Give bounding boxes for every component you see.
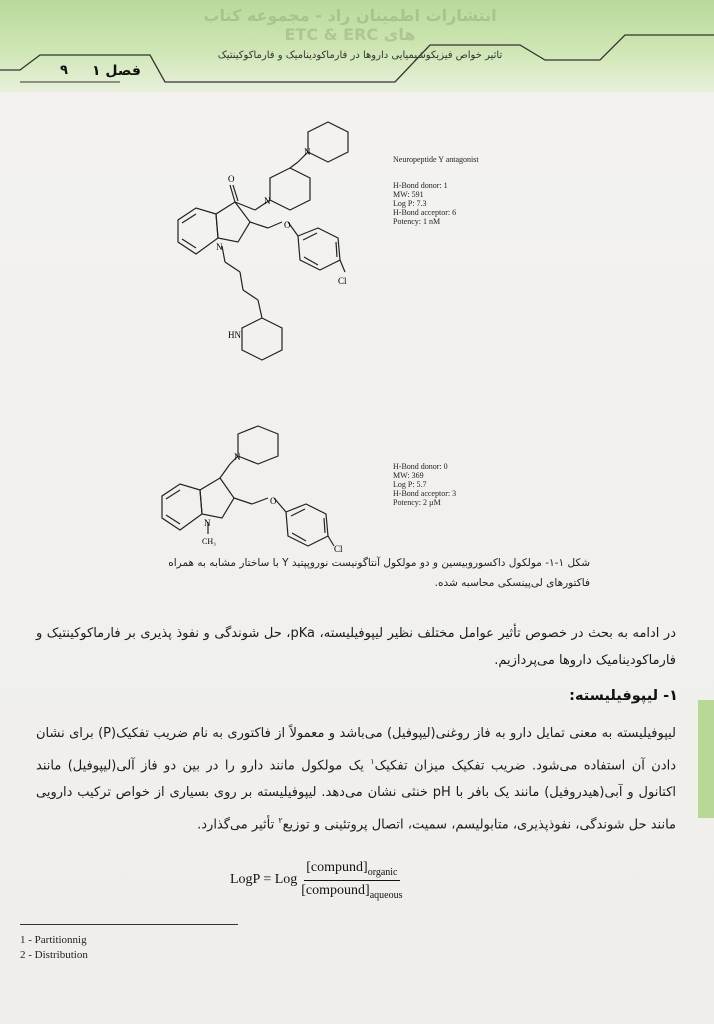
formula-numerator [304, 860, 399, 881]
m2-atom-o: O [270, 496, 277, 506]
m1-mw: MW: 591 [393, 190, 424, 199]
footnote-rule [20, 924, 238, 925]
m2-atom-cl: Cl [334, 544, 343, 554]
m1-atom-n2: N [264, 196, 271, 206]
molecule1-structure [150, 110, 390, 370]
numerator-sub: organic [367, 866, 398, 878]
header-subtitle: تاثیر خواص فیزیکوشیمیایی داروها در فارماکودینامیک و فارماکوکینتیک [217, 50, 503, 61]
caption-line2: فاکتورهای لی‌پینسکی محاسبه شده. [434, 577, 590, 589]
header-watermark: انتشارات اطمینان راد - مجموعه کتاب های ETC & ERC [203, 6, 497, 44]
numerator-text: [compund] [306, 859, 368, 875]
footnote-2: 2 - Distribution [20, 949, 88, 961]
m2-atom-n1: N [234, 452, 241, 462]
formula-fraction [301, 860, 402, 901]
m2-hba: H-Bond acceptor: 3 [393, 489, 457, 498]
denominator-text: [compound] [301, 882, 370, 898]
molecule1-properties [393, 181, 456, 226]
molecule2-properties [393, 462, 456, 507]
m1-potency: Potency: 1 nM [393, 217, 441, 226]
m2-atom-n2: N [204, 518, 211, 528]
m1-hba: H-Bond acceptor: 6 [393, 208, 457, 217]
section-heading: ۱- لیپوفیلیسته: [569, 688, 678, 704]
m1-atom-o1: O [228, 174, 235, 184]
footnote-1: 1 - Partitionnig [20, 934, 87, 946]
figure-caption [120, 553, 590, 593]
page-header [0, 0, 714, 92]
section-body-part3: تأثیر می‌گذارد. [197, 817, 279, 833]
m1-atom-o2: O [284, 220, 291, 230]
section-body-part2: یک مولکول مانند دارو را در بین دو فاز آلی(لیپوفیل) مانند اکتانول و آبی(هیدروفیل) مانند یک بافر با pH خنثی نشان می‌دهد. لیپوفیلیسته بر روی بسیاری از خواص ترکیب دارویی مانند حل شوندگی، نفوذپذیری، متابولیسم، سمیت، اتصال پروتئینی و توزیع [36, 757, 676, 833]
page-number: ۹ [60, 63, 68, 78]
m1-atom-cl: Cl [338, 276, 347, 286]
m1-atom-n1: N [304, 147, 311, 157]
m2-atom-ch3: CH₃ [202, 537, 216, 546]
intro-paragraph: در ادامه به بحث در خصوص تأثیر عوامل مختلف نظیر لیپوفیلیسته، pKa، حل شوندگی و نفوذ پذیری بر فارماکوکینتیک و فارماکودینامیک داروها می‌پردازیم. [36, 626, 676, 668]
molecule1-name: Neuropeptide Y antagonist [393, 155, 479, 164]
m1-atom-n3: N [216, 242, 223, 252]
m2-logp: Log P: 5.7 [393, 480, 427, 489]
footnote-ref-1: ۱ [370, 756, 375, 766]
logp-formula [230, 855, 402, 905]
m1-hbd: H-Bond donor: 1 [393, 181, 448, 190]
m2-hbd: H-Bond donor: 0 [393, 462, 448, 471]
m2-potency: Potency: 2 µM [393, 498, 441, 507]
molecule2-structure [150, 420, 390, 555]
formula-denominator [301, 881, 402, 901]
side-tab [698, 700, 714, 818]
denominator-sub: aqueous [369, 889, 403, 901]
chapter-label: فصل ۱ [92, 63, 141, 79]
m1-atom-hn: HN [228, 330, 241, 340]
footnote-ref-2: ۲ [278, 815, 283, 825]
caption-line1: شکل ۱-۱- مولکول داکسوروبیسین و دو مولکول آنتاگونیست نوروپپتید Y با ساختار مشابه به همراه [168, 557, 590, 569]
section-body-part1: لیپوفیلیسته به معنی تمایل دارو به فاز روغنی(لیپوفیل) می‌باشد و معمولاً از فاکتوری به نام ضریب تفکیک(P) برای نشان دادن آن استفاده می‌شود. ضریب تفکیک میزان تفکیک [36, 726, 677, 773]
m2-mw: MW: 369 [393, 471, 424, 480]
section-body [36, 720, 676, 839]
m1-logp: Log P: 7.3 [393, 199, 427, 208]
formula-lhs: LogP = Log [230, 872, 298, 887]
